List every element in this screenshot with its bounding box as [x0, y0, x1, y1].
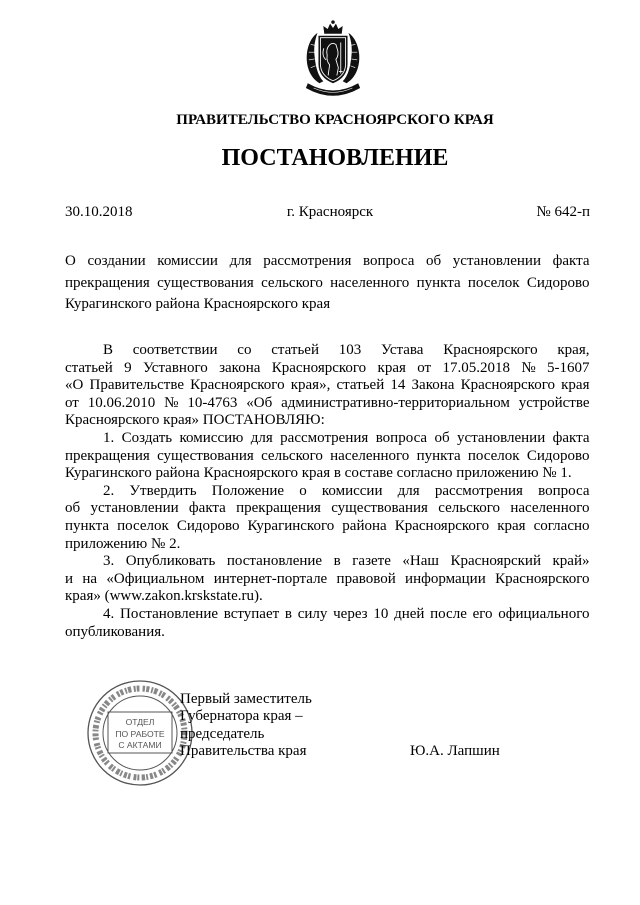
text-line: [65, 624, 590, 642]
text-line-content: приложению № 2.: [65, 535, 181, 552]
document-type-heading: ПОСТАНОВЛЕНИЕ: [221, 145, 449, 171]
text-line-content: 4. Постановление вступает в силу через 10 дней после его официального: [103, 605, 590, 622]
text-line: [65, 483, 590, 501]
text-line: [65, 465, 590, 483]
text-line-content: «О Правительстве Красноярского края», статьей 14 Закона Красноярского края: [65, 377, 590, 394]
text-line-content: и на «Официальном интернет-портале правовой информации Красноярского: [65, 570, 590, 587]
clause-3-paragraph: [65, 553, 590, 606]
official-stamp: [86, 679, 194, 787]
document-city: г. Красноярск: [286, 204, 374, 220]
coat-of-arms-icon: [302, 19, 364, 97]
text-line: [65, 360, 590, 378]
text-line: [65, 430, 590, 448]
clause-1-paragraph: [65, 430, 590, 483]
signatory-position: [180, 691, 312, 760]
text-line-content: об установлении факта прекращения существования сельского населенного: [65, 500, 590, 517]
text-line: [65, 395, 590, 413]
text-line-content: пункта поселок Сидорово Курагинского района Красноярского края согласно: [65, 517, 590, 534]
signatory-name: Ю.А. Лапшин: [410, 743, 500, 759]
stamp-text-line: С АКТАМИ: [118, 740, 162, 750]
government-name: ПРАВИТЕЛЬСТВО КРАСНОЯРСКОГО КРАЯ: [176, 112, 494, 128]
text-line-content: прекращения существования сельского населенного пункта поселок Сидорово: [65, 274, 590, 291]
document-meta-row: [65, 203, 590, 221]
document-title: [65, 251, 590, 316]
text-line: [65, 518, 590, 536]
clause-2-paragraph: [65, 483, 590, 553]
text-line: [65, 294, 590, 316]
text-line-content: О создании комиссии для рассмотрения вопроса об установлении факта: [65, 253, 590, 269]
text-line: [65, 606, 590, 624]
text-line-content: Курагинского района Красноярского края: [65, 296, 331, 312]
text-line-content: 1. Создать комиссию для рассмотрения вопроса об установлении факта: [103, 429, 590, 446]
text-line: [65, 553, 590, 571]
signatory-position-line: председатель: [180, 725, 265, 742]
text-line: [65, 377, 590, 395]
text-line-content: статьей 9 Уставного закона Красноярского края от 17.05.2018 № 5-1607: [65, 359, 590, 376]
signatory-position-line: Правительства края: [180, 742, 307, 759]
text-line-content: края» (www.zakon.krskstate.ru).: [65, 588, 263, 605]
text-line-content: Курагинского района Красноярского края в составе согласно приложению № 1.: [65, 465, 572, 482]
text-line: [65, 342, 590, 360]
stamp-text-line: ПО РАБОТЕ: [115, 729, 165, 739]
document-date: 30.10.2018: [65, 204, 133, 220]
document-body: [65, 342, 590, 641]
preamble-paragraph: [65, 342, 590, 430]
text-line: [65, 448, 590, 466]
text-line-content: опубликования.: [65, 623, 165, 640]
signatory-position-line: Первый заместитель: [180, 691, 312, 707]
clause-4-paragraph: [65, 606, 590, 641]
text-line: [65, 412, 590, 430]
text-line: [65, 588, 590, 606]
text-line-content: Красноярского края» ПОСТАНОВЛЯЮ:: [65, 412, 325, 429]
text-line: [65, 251, 590, 273]
text-line-content: прекращения существования сельского населенного пункта поселок Сидорово: [65, 447, 590, 464]
text-line: [65, 273, 590, 295]
document-number: № 642-п: [536, 204, 590, 220]
text-line-content: 2. Утвердить Положение о комиссии для рассмотрения вопроса: [103, 482, 590, 499]
signatory-position-line: Губернатора края –: [180, 708, 303, 725]
text-line: [65, 536, 590, 554]
text-line: [65, 571, 590, 589]
stamp-text-line: ОТДЕЛ: [125, 717, 155, 727]
text-line-content: 3. Опубликовать постановление в газете «Наш Красноярский край»: [103, 553, 590, 570]
text-line: [65, 500, 590, 518]
text-line-content: от 10.06.2010 № 10-4763 «Об административно-территориальном устройстве: [65, 394, 590, 411]
text-line-content: В соответствии со статьей 103 Устава Красноярского края,: [103, 342, 590, 358]
